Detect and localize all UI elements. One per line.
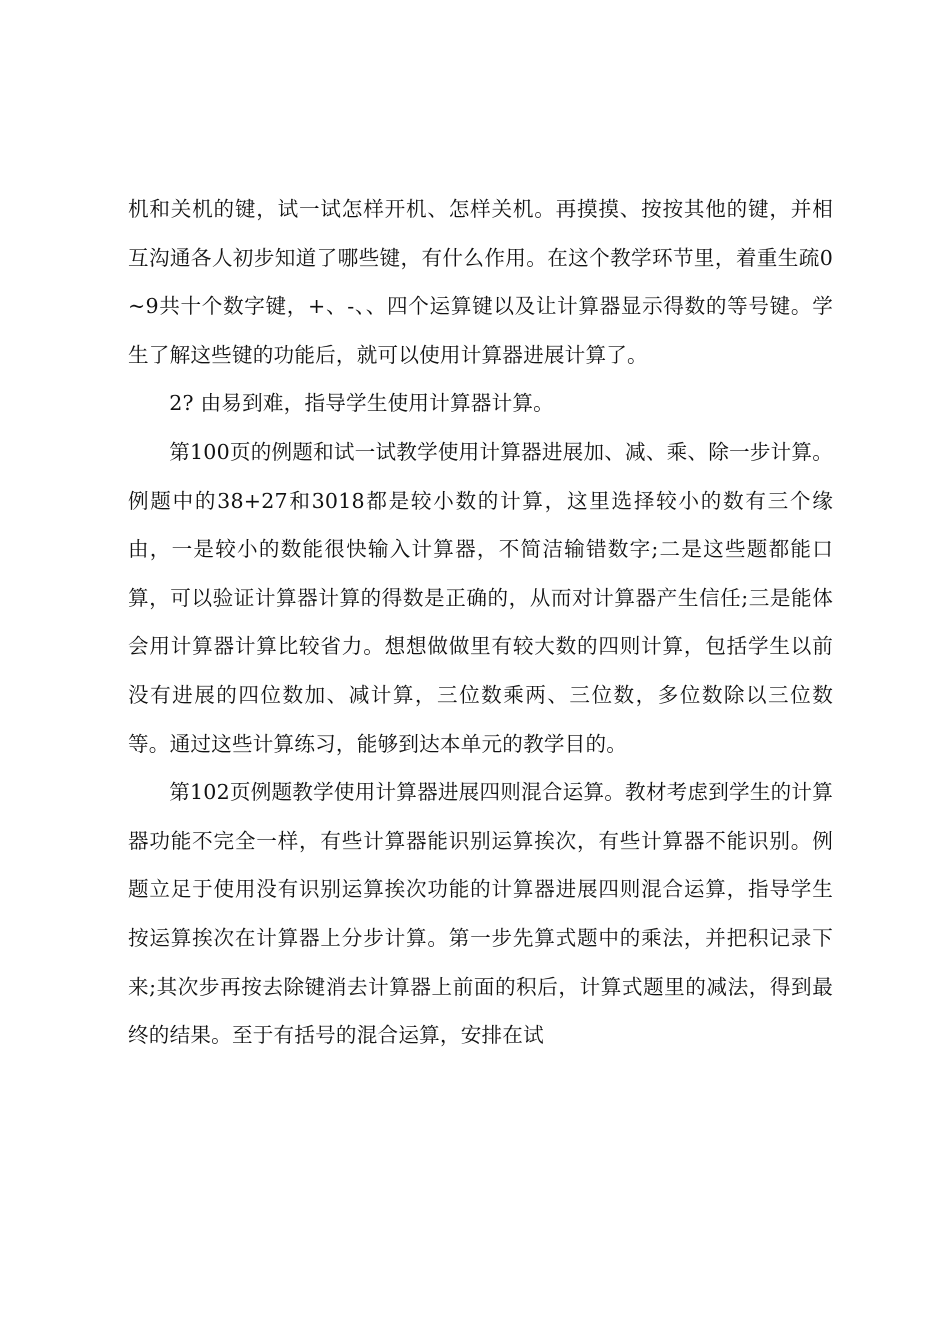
paragraph-page-102-examples: 第102页例题教学使用计算器进展四则混合运算。教材考虑到学生的计算器功能不完全一样，有些计算器能识别运算挨次，有些计算器不能识别。例题立足于使用没有识别运算挨次功能的计算器进展四则混合运算，指导学生按运算挨次在计算器上分步计算。第一步先算式题中的乘法，并把积记录下来;其次步再按去除键消去计算器上前面的积后，计算式题里的减法，得到最终的结果。至于有括号的混合运算，安排在试 bbox=[128, 780, 833, 1048]
document-body bbox=[128, 185, 833, 1060]
paragraph-step-2-heading: 2? 由易到难，指导学生使用计算器计算。 bbox=[169, 391, 554, 416]
paragraph-page-100-examples: 第100页的例题和试一试教学使用计算器进展加、减、乘、除一步计算。例题中的38+27和3018都是较小数的计算，这里选择较小的数有三个缘由，一是较小的数能很快输入计算器，不简洁输错数字;二是这些题都能口算，可以验证计算器计算的得数是正确的，从而对计算器产生信任;三是能体会用计算器计算比较省力。想想做做里有较大数的四则计算，包括学生以前没有进展的四位数加、减计算，三位数乘两、三位数，多位数除以三位数等。通过这些计算练习，能够到达本单元的教学目的。 bbox=[128, 439, 833, 756]
paragraph-calculator-keys: 机和关机的键，试一试怎样开机、怎样关机。再摸摸、按按其他的键，并相互沟通各人初步知道了哪些键，有什么作用。在这个教学环节里，着重生疏0~9共十个数字键，+、-、、四个运算键以及让计算器显示得数的等号键。学生了解这些键的功能后，就可以使用计算器进展计算了。 bbox=[128, 197, 833, 367]
